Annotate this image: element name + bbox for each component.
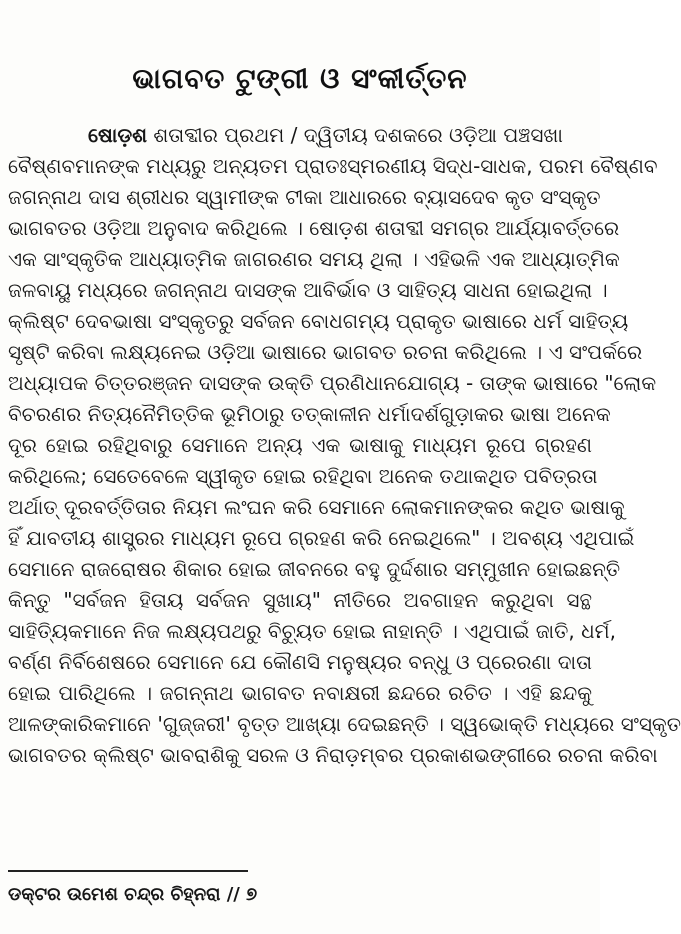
lead-word: ଷୋଡ଼ଶ xyxy=(88,123,148,147)
text-line: ଆଳଙ୍କାରିକମାନେ 'ଗୁଜ୍ଜରୀ' ବୃତ୍ତ ଆଖ୍ୟା ଦେଇଛନ୍ତି । ସ୍ୱଭୋକ୍ତି ମଧ୍ୟରେ ସଂସ୍କୃତ xyxy=(8,712,681,736)
text-line: ହିଁ ଯାବତୀୟ ଶାସ୍ତ୍ରର ମାଧ୍ୟମ ରୂପେ ଗ୍ରହଣ କରି ନେଇଥିଲେ" । ଅବଶ୍ୟ ଏଥିପାଇଁ xyxy=(8,526,635,550)
text-line: ବୈଷ୍ଣବମାନଙ୍କ ମଧ୍ୟରୁ ଅନ୍ୟତମ ପ୍ରାତଃସ୍ମରଣୀୟ ସିଦ୍ଧ-ସାଧକ, ପରମ ବୈଷ୍ଣବ xyxy=(8,154,658,178)
text-line: ଏକ ସାଂସ୍କୃତିକ ଆଧ୍ୟାତ୍ମିକ ଜାଗରଣର ସମୟ ଥିଲା । ଏହିଭଳି ଏକ ଆଧ୍ୟାତ୍ମିକ xyxy=(8,247,620,271)
text-line xyxy=(8,120,592,151)
body-paragraph xyxy=(8,120,681,771)
text-line: କରିଥିଲେ; ସେତେବେଳେ ସ୍ୱୀକୃତ ହୋଇ ରହିଥିବା ଅନେକ ତଥାକଥିତ ପବିତ୍ରତା xyxy=(8,464,598,488)
text-line: ଦୂର ହୋଇ ରହିଥିବାରୁ ସେମାନେ ଅନ୍ୟ ଏକ ଭାଷାକୁ ମାଧ୍ୟମ ରୂପେ ଗ୍ରହଣ xyxy=(8,433,592,457)
text-line: କିନ୍ତୁ "ସର୍ବଜନ ହିତାୟ ସର୍ବଜନ ସୁଖାୟ" ନୀତିରେ ଅବଗାହନ କରୁଥିବା ସନ୍ଥ xyxy=(8,588,592,612)
page-title: ଭାଗବତ ଟୁଙ୍ଗୀ ଓ ସଂକୀର୍ତ୍ତନ xyxy=(132,62,468,95)
text-line: ଭାଗବତର ଓଡ଼ିଆ ଅନୁବାଦ କରିଥିଲେ । ଷୋଡ଼ଶ ଶତାବ୍ଦୀ ସମଗ୍ର ଆର୍ଯ୍ୟାବର୍ତ୍ତରେ xyxy=(8,216,620,240)
text-line: ହୋଇ ପାରିଥିଲେ । ଜଗନ୍ନାଥ ଭାଗବତ ନବାକ୍ଷରୀ ଛନ୍ଦରେ ରଚିତ । ଏହି ଛନ୍ଦକୁ xyxy=(8,681,592,705)
text-line: ଭାଗବତର କ୍ଲିଷ୍ଟ ଭାବରାଶିକୁ ସରଳ ଓ ନିରାଡ଼ମ୍ବର ପ୍ରକାଶଭଙ୍ଗୀରେ ରଚନା କରିବା xyxy=(8,743,658,767)
text-line: ବର୍ଣ୍ଣ ନିର୍ବିଶେଷରେ ସେମାନେ ଯେ କୌଣସି ମନୁଷ୍ୟର ବନ୍ଧୁ ଓ ପ୍ରେରଣା ଦାତା xyxy=(8,650,592,674)
text-line: ଜଳବାୟୁ ମଧ୍ୟରେ ଜଗନ୍ନାଥ ଦାସଙ୍କ ଆବିର୍ଭାବ ଓ ସାହିତ୍ୟ ସାଧନା ହୋଇଥିଲା । xyxy=(8,278,608,302)
text-line: ବିଚରଣର ନିତ୍ୟନୈମିତ୍ତିକ ଭୂମିଠାରୁ ତତ୍କାଳୀନ ଧର୍ମାଦର୍ଶଗୁଡ଼ାକର ଭାଷା ଅନେକ xyxy=(8,402,611,426)
text-line: ଜଗନ୍ନାଥ ଦାସ ଶ୍ରୀଧର ସ୍ୱାମୀଙ୍କ ଟୀକା ଆଧାରରେ ବ୍ୟାସଦେବ କୃତ ସଂସ୍କୃତ xyxy=(8,185,601,209)
footnote: ଡକ୍ଟର ଉମେଶ ଚନ୍ଦ୍ର ଚିହ୍ନରା // ୭ xyxy=(8,884,258,905)
text-line: ଅଧ୍ୟାପକ ଚିତ୍ତରଞ୍ଜନ ଦାସଙ୍କ ଉକ୍ତି ପ୍ରଣିଧାନଯୋଗ୍ୟ - ତାଙ୍କ ଭାଷାରେ "ଲୋକ xyxy=(8,371,657,395)
text-line: ସୃଷ୍ଟି କରିବା ଲକ୍ଷ୍ୟନେଇ ଓଡ଼ିଆ ଭାଷାରେ ଭାଗବତ ରଚନା କରିଥିଲେ । ଏ ସଂପର୍କରେ xyxy=(8,340,643,364)
footnote-divider xyxy=(8,870,248,872)
text-line: ଅର୍ଥାତ୍ ଦୂରବର୍ତ୍ତିତାର ନିୟମ ଲଂଘନ କରି ସେମାନେ ଲୋକମାନଙ୍କର କଥିତ ଭାଷାକୁ xyxy=(8,495,625,519)
text-line: ସେମାନେ ରାଜରୋଷର ଶିକାର ହୋଇ ଜୀବନରେ ବହୁ ଦୁର୍ଦ୍ଦଶାର ସମ୍ମୁଖୀନ ହୋଇଛନ୍ତି xyxy=(8,557,621,581)
text-line: କ୍ଲିଷ୍ଟ ଦେବଭାଷା ସଂସ୍କୃତରୁ ସର୍ବଜନ ବୋଧଗମ୍ୟ ପ୍ରାକୃତ ଭାଷାରେ ଧର୍ମ ସାହିତ୍ୟ xyxy=(8,309,629,333)
text-line: ସାହିତ୍ୟିକମାନେ ନିଜ ଲକ୍ଷ୍ୟପଥରୁ ବିଚ୍ୟୁତ ହୋଇ ନାହାନ୍ତି । ଏଥିପାଇଁ ଜାତି, ଧର୍ମ, xyxy=(8,619,616,643)
text-line-content: ଶତାବ୍ଦୀର ପ୍ରଥମ / ଦ୍ୱିତୀୟ ଦଶକରେ ଓଡ଼ିଆ ପଞ୍ଚସଖା xyxy=(147,123,563,147)
